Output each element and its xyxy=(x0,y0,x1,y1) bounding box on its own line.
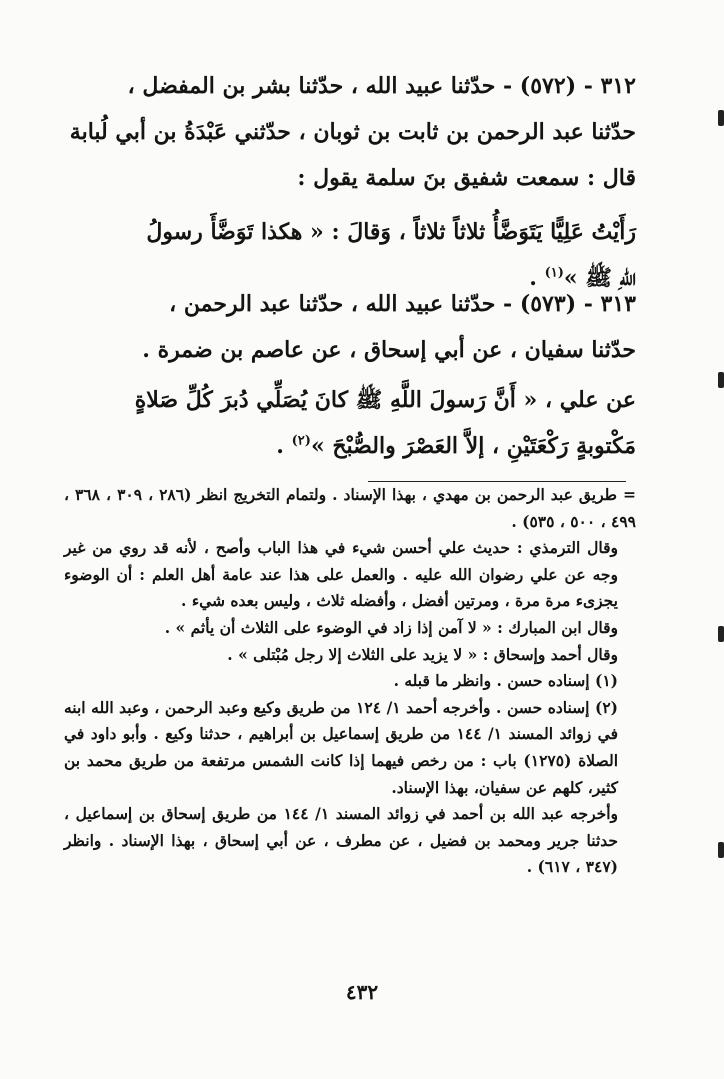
footnote-1: (١) إسناده حسن . وانظر ما قبله . xyxy=(393,671,618,691)
footnote-continuation: = طريق عبد الرحمن بن مهدي ، بهذا الإسناد . ولتمام التخريج انظر (٢٨٦ ، ٣٠٩ ، ٣٦٨ ، ٤٩٩ ، ٥٠٠ ، ٥٣٥) . xyxy=(64,485,636,531)
scan-edge-mark xyxy=(718,842,724,858)
scan-edge-mark xyxy=(718,626,724,642)
hadith-312-line-5-end: . xyxy=(529,265,537,291)
page-number: ٤٣٢ xyxy=(345,980,379,1004)
footnote-2-continued: وأخرجه عبد الله بن أحمد في زوائد المسند ١/ ١٤٤ من طريق إسحاق بن إسماعيل ، حدثنا جرير ومحمد بن فضيل ، عن مطرف ، عن أبي إسحاق ، بهذا الإسناد . وانظر (٣٤٧ ، ٦١٧) . xyxy=(64,804,619,877)
footnote-tirmidhi: وقال الترمذي : حديث علي أحسن شيء في هذا الباب وأصح ، لأنه قد روي من غير وجه عن علي رضوان الله عليه . والعمل على هذا عند عامة أهل العلم : أن الوضوء يجزىء مرة مرة ، ومرتين أفضل ، وأفضله ثلاث ، وليس بعده شيء . xyxy=(64,538,618,611)
hadith-313 xyxy=(62,281,636,469)
scan-edge-mark xyxy=(718,110,724,126)
footnote-2: (٢) إسناده حسن . وأخرجه أحمد ١/ ١٢٤ من طريق وكيع وعبد الرحمن ، وعبد الله ابنه في زوائد المسند ١/ ١٤٤ من طريق إسماعيل بن أبراهيم ، حدثنا وكيع . وأبو داود في الصلاة (١٢٧٥) باب : من رخص فيهما إذا كانت الشمس مرتفعة من طريق محمد بن كثير، كلهم عن سفيان، بهذا الإسناد. xyxy=(64,697,619,797)
footnote-ibn-mubarak: وقال ابن المبارك : « لا آمن إذا زاد في الوضوء على الثلاث أن يأثم » . xyxy=(164,617,618,637)
hadith-313-line-4-text: مَكْتوبةٍ رَكْعَتَيْنِ ، إلاَّ العَصْرَ والصُّبْحَ » xyxy=(310,433,636,459)
footnote-ref-2: (٢) xyxy=(291,433,311,449)
footnote-ahmad-ishaq: وقال أحمد وإسحاق : « لا يزيد على الثلاث إلا رجل مُبْتلى » . xyxy=(227,644,618,664)
hadith-313-line-1: ٣١٣ - (٥٧٣) - حدّثنا عبيد الله ، حدّثنا عبد الرحمن ، xyxy=(169,291,636,317)
footnote-ref-1: (١) xyxy=(544,265,564,281)
hadith-312-line-4: رَأَيْتُ عَلِيًّا يَتَوَضَّأُ ثلاثاً ثلاثاً ، وَقالَ : « هكذا تَوَضَّأَ رسولُ xyxy=(146,219,636,245)
hadith-313-line-3: عن علي ، « أَنَّ رَسولَ اللَّهِ ﷺ كانَ يُصَلِّي دُبرَ كُلِّ صَلاةٍ xyxy=(134,387,636,413)
hadith-312-line-2: حدّثنا عبد الرحمن بن ثابت بن ثوبان ، حدّثني عَبْدَةُ بن أبي لُبابة xyxy=(69,119,636,145)
hadith-312-line-3: قال : سمعت شفيق بنَ سلمة يقول : xyxy=(297,165,636,191)
footnotes xyxy=(64,482,636,881)
scan-edge-mark xyxy=(718,372,724,388)
hadith-313-line-4 xyxy=(62,423,636,469)
hadith-313-line-4-end: . xyxy=(276,433,284,459)
hadith-312 xyxy=(62,63,636,301)
hadith-312-line-5-text: اللّهِ ﷺ » xyxy=(563,265,636,291)
hadith-312-line-1: ٣١٢ - (٥٧٢) - حدّثنا عبيد الله ، حدّثنا بشر بن المفضل ، xyxy=(127,73,636,99)
hadith-313-line-2: حدّثنا سفيان ، عن أبي إسحاق ، عن عاصم بن ضمرة . xyxy=(142,337,636,363)
